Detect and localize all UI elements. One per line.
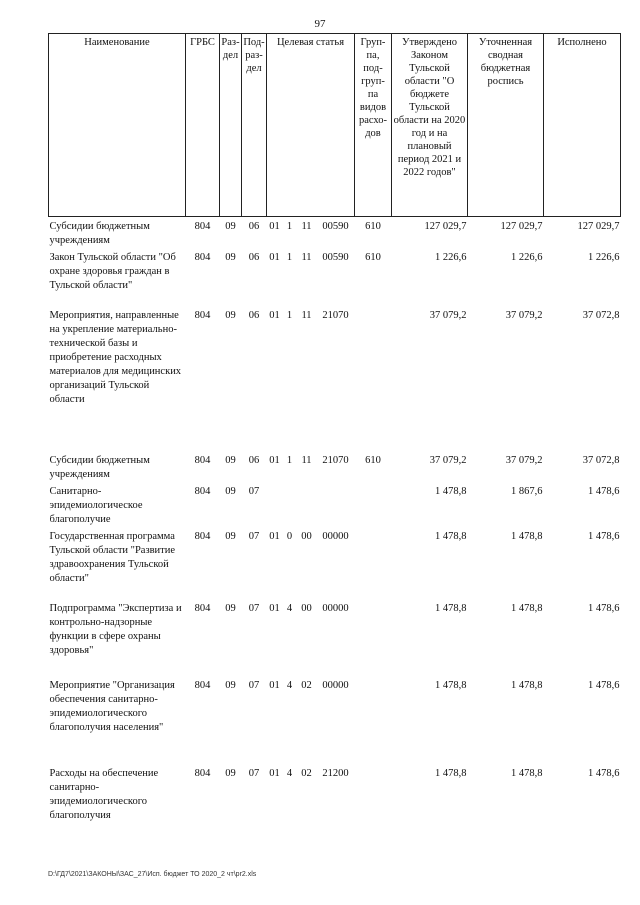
cell-cs2 — [283, 482, 297, 527]
cell-pr: 07 — [248, 768, 260, 779]
cell-pr: 07 — [248, 603, 260, 614]
table-row — [49, 527, 621, 599]
cell-cs2: 0 — [286, 531, 293, 542]
cell-grbs: 804 — [194, 486, 211, 497]
cell-approved: 1 478,8 — [435, 768, 467, 779]
cell-name: Санитарно-эпидемиологическое благополучие — [49, 486, 143, 525]
cell-cs1: 01 — [269, 310, 280, 321]
cell-executed: 127 029,7 — [577, 221, 620, 232]
cell-vr — [355, 482, 392, 527]
cell-rz: 09 — [225, 252, 236, 263]
cell-cs3: 02 — [301, 680, 312, 691]
cell-cs2: 4 — [286, 768, 293, 779]
cell-executed: 37 072,8 — [582, 455, 620, 466]
cell-approved: 37 079,2 — [429, 455, 467, 466]
cell-vr — [355, 676, 392, 764]
table-body — [49, 217, 621, 835]
cell-cs4: 00000 — [322, 531, 349, 542]
cell-executed: 37 072,8 — [582, 310, 620, 321]
cell-cs4: 21070 — [322, 310, 349, 321]
cell-vr — [355, 599, 392, 676]
cell-executed: 1 226,6 — [588, 252, 620, 263]
cell-rz: 09 — [225, 531, 236, 542]
cell-vr — [355, 306, 392, 451]
table-row — [49, 482, 621, 527]
cell-pr: 06 — [248, 455, 260, 466]
cell-vr: 610 — [365, 252, 381, 263]
cell-grbs: 804 — [194, 680, 211, 691]
cell-name: Подпрограмма "Экспертиза и контрольно-надзорные функции в сфере охраны здоровья" — [49, 603, 182, 656]
cell-pr: 06 — [248, 252, 260, 263]
cell-name: Субсидии бюджетным учреждениям — [49, 221, 150, 246]
cell-refined: 1 867,6 — [511, 486, 543, 497]
cell-grbs: 804 — [194, 531, 211, 542]
cell-refined: 127 029,7 — [500, 221, 543, 232]
table-row — [49, 451, 621, 482]
cell-cs1: 01 — [269, 768, 280, 779]
table-row — [49, 217, 621, 249]
table-row — [49, 306, 621, 451]
cell-vr: 610 — [365, 455, 381, 466]
cell-rz: 09 — [225, 221, 236, 232]
cell-cs4: 21070 — [322, 455, 349, 466]
cell-cs3: 11 — [301, 221, 312, 232]
cell-cs3: 00 — [301, 531, 312, 542]
cell-grbs: 804 — [194, 252, 211, 263]
cell-pr: 07 — [248, 486, 260, 497]
cell-cs1: 01 — [269, 603, 280, 614]
cell-vr: 610 — [365, 221, 381, 232]
cell-rz: 09 — [225, 310, 236, 321]
cell-rz: 09 — [225, 603, 236, 614]
cell-rz: 09 — [225, 680, 236, 691]
header-name: Наименование — [49, 34, 186, 217]
cell-cs3: 11 — [301, 455, 312, 466]
cell-cs4 — [317, 482, 355, 527]
cell-refined: 1 478,8 — [511, 768, 543, 779]
cell-rz: 09 — [225, 486, 236, 497]
cell-executed: 1 478,6 — [588, 603, 620, 614]
cell-cs1: 01 — [269, 221, 280, 232]
cell-cs4: 21200 — [322, 768, 349, 779]
cell-cs2: 1 — [286, 455, 293, 466]
table-row — [49, 764, 621, 834]
header-expense-group: Груп-па, под-груп-па видов расхо-дов — [355, 34, 392, 217]
cell-grbs: 804 — [194, 455, 211, 466]
cell-cs1: 01 — [269, 252, 280, 263]
cell-executed: 1 478,6 — [588, 768, 620, 779]
table-row — [49, 248, 621, 306]
cell-pr: 06 — [248, 221, 260, 232]
table-row — [49, 599, 621, 676]
cell-pr: 07 — [248, 680, 260, 691]
cell-cs2: 1 — [286, 310, 293, 321]
cell-name: Закон Тульской области "Об охране здоровья граждан в Тульской области" — [49, 252, 176, 291]
cell-refined: 37 079,2 — [505, 455, 543, 466]
cell-grbs: 804 — [194, 221, 211, 232]
header-razdel: Раз-дел — [220, 34, 242, 217]
budget-table — [48, 33, 621, 834]
cell-vr — [355, 764, 392, 834]
cell-grbs: 804 — [194, 603, 211, 614]
cell-grbs: 804 — [194, 768, 211, 779]
cell-cs3: 11 — [301, 310, 312, 321]
cell-name: Мероприятия, направленные на укрепление материально-технической базы и приобретение расходных материалов для медицинских организаций Тульской области — [49, 310, 182, 405]
cell-cs4: 00000 — [322, 680, 349, 691]
cell-cs3 — [297, 482, 317, 527]
cell-cs3: 00 — [301, 603, 312, 614]
cell-approved: 1 478,8 — [435, 531, 467, 542]
cell-cs3: 11 — [301, 252, 312, 263]
header-refined: Уточненная сводная бюджетная роспись — [468, 34, 544, 217]
cell-vr — [355, 527, 392, 599]
cell-refined: 1 226,6 — [511, 252, 543, 263]
cell-cs2: 4 — [286, 680, 293, 691]
header-approved: Утверждено Законом Тульской области "О бюджете Тульской области на 2020 год и на плановый период 2021 и 2022 годов" — [392, 34, 468, 217]
cell-cs1: 01 — [269, 455, 280, 466]
header-podrazdel: Под-раз-дел — [242, 34, 267, 217]
cell-refined: 1 478,8 — [511, 603, 543, 614]
cell-name: Субсидии бюджетным учреждениям — [49, 455, 150, 480]
cell-name: Государственная программа Тульской области "Развитие здравоохранения Тульской области" — [49, 531, 176, 584]
cell-cs1: 01 — [269, 680, 280, 691]
cell-refined: 1 478,8 — [511, 680, 543, 691]
cell-executed: 1 478,6 — [588, 680, 620, 691]
cell-refined: 37 079,2 — [505, 310, 543, 321]
cell-cs1 — [267, 482, 283, 527]
file-path-footer: D:\ГД7\2021\ЗАКОНЫ\ЗАС_27\Исп. бюджет ТО 2020_2 чт\pr2.xls — [48, 871, 257, 878]
header-executed: Исполнено — [544, 34, 621, 217]
cell-cs2: 1 — [286, 252, 293, 263]
table-row — [49, 676, 621, 764]
page-number: 97 — [314, 18, 326, 30]
cell-cs4: 00590 — [322, 252, 349, 263]
header-grbs: ГРБС — [186, 34, 220, 217]
cell-name: Расходы на обеспечение санитарно-эпидемиологического благополучия — [49, 768, 159, 821]
cell-approved: 127 029,7 — [424, 221, 467, 232]
header-target-article: Целевая статья — [267, 34, 355, 217]
cell-cs1: 01 — [269, 531, 280, 542]
cell-refined: 1 478,8 — [511, 531, 543, 542]
cell-approved: 1 226,6 — [435, 252, 467, 263]
cell-cs3: 02 — [301, 768, 312, 779]
cell-pr: 07 — [248, 531, 260, 542]
cell-rz: 09 — [225, 768, 236, 779]
cell-cs2: 1 — [286, 221, 293, 232]
cell-executed: 1 478,6 — [588, 531, 620, 542]
table-header-row — [49, 34, 621, 217]
cell-cs2: 4 — [286, 603, 293, 614]
cell-cs4: 00000 — [322, 603, 349, 614]
cell-approved: 37 079,2 — [429, 310, 467, 321]
cell-name: Мероприятие "Организация обеспечения санитарно-эпидемиологического благополучия населения" — [49, 680, 175, 733]
cell-grbs: 804 — [194, 310, 211, 321]
cell-approved: 1 478,8 — [435, 603, 467, 614]
cell-pr: 06 — [248, 310, 260, 321]
cell-executed: 1 478,6 — [588, 486, 620, 497]
cell-approved: 1 478,8 — [435, 486, 467, 497]
cell-cs4: 00590 — [322, 221, 349, 232]
cell-approved: 1 478,8 — [435, 680, 467, 691]
cell-rz: 09 — [225, 455, 236, 466]
